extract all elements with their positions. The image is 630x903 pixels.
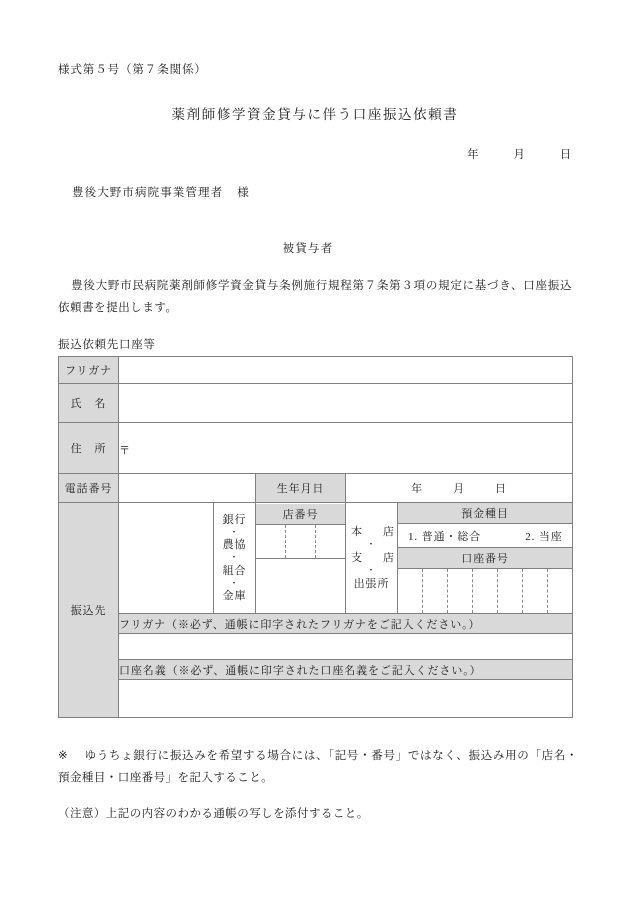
table-caption: 振込依頼先口座等 — [58, 339, 156, 351]
deposit-account-subtable — [398, 503, 572, 613]
addressee-name: 豊後大野市病院事業管理者 — [72, 187, 224, 199]
branch-type-selector[interactable] — [346, 503, 398, 614]
branch-type-head-office: 本 店 — [351, 526, 399, 539]
table-row-name — [59, 384, 573, 423]
header-deposit-type: 預金種目 — [398, 503, 572, 524]
input-account-name[interactable] — [119, 680, 573, 718]
deposit-account-block — [398, 503, 573, 614]
branch-number-subtable — [256, 504, 345, 613]
account-number-header-row — [398, 548, 572, 569]
page-title: 薬剤師修学資金貸与に伴う口座振込依頼書 — [171, 107, 459, 122]
issue-date-line — [467, 146, 572, 162]
input-furigana[interactable] — [119, 357, 573, 384]
bank-account-table — [58, 356, 573, 718]
account-number-digit-boxes — [398, 569, 572, 613]
branch-number-block — [256, 503, 346, 614]
input-branch-number[interactable] — [256, 524, 345, 558]
bank-type-separator-2: ・ — [229, 552, 240, 563]
table-row-account-furigana-note — [59, 614, 573, 634]
addressee-line — [72, 184, 250, 200]
label-phone: 電話番号 — [59, 474, 119, 503]
label-account-furigana-note: フリガナ（※必ず、通帳に印字されたフリガナをご記入ください。） — [119, 614, 573, 634]
label-birthdate: 生年月日 — [256, 474, 346, 503]
branch-name-row — [256, 558, 345, 613]
bank-type-selector[interactable] — [214, 503, 256, 614]
bank-type-separator-1: ・ — [229, 526, 240, 537]
label-address: 住 所 — [59, 423, 119, 474]
footer-note-1 — [58, 745, 578, 790]
birth-month-label: 月 — [453, 483, 465, 495]
deposit-type-option-row — [398, 524, 572, 548]
account-number-digit-7[interactable] — [548, 569, 572, 613]
postal-code-mark: 〒 — [119, 445, 131, 457]
account-number-digit-4[interactable] — [473, 569, 498, 613]
bank-type-union: 組合 — [222, 564, 247, 577]
table-row-phone-birth — [59, 474, 573, 503]
bank-type-separator-3: ・ — [229, 577, 240, 588]
input-phone[interactable] — [119, 474, 256, 503]
branch-type-separator-2: ・ — [366, 565, 377, 576]
deposit-type-header-row — [398, 503, 572, 524]
label-account-name-note: 口座名義（※必ず、通帳に印字された口座名義をご記入ください。） — [119, 660, 573, 680]
label-furigana: フリガナ — [59, 357, 119, 384]
table-row-transfer-destination — [59, 503, 573, 614]
deposit-type-option-1[interactable]: 1. 普通・総合 — [408, 530, 482, 543]
branch-type-separator-1: ・ — [366, 539, 377, 550]
account-number-input-row — [398, 569, 572, 614]
table-row-furigana — [59, 357, 573, 384]
branch-type-sub-office: 出張所 — [353, 577, 390, 590]
branch-number-header-row — [256, 504, 345, 525]
account-number-digit-5[interactable] — [498, 569, 523, 613]
body-paragraph-text: 豊後大野市民病院薬剤師修学資金貸与条例施行規程第７条第３項の規定に基づき、口座振込依頼書を提出します。 — [58, 280, 572, 315]
branch-number-digit-2[interactable] — [286, 525, 316, 558]
account-number-digit-1[interactable] — [398, 569, 423, 613]
branch-type-branch-office: 支 店 — [351, 551, 399, 564]
input-name[interactable] — [119, 384, 573, 423]
header-account-number: 口座番号 — [398, 548, 572, 569]
branch-number-digit-boxes — [256, 525, 345, 558]
birth-day-label: 日 — [494, 483, 507, 495]
borrower-label: 被貸与者 — [282, 243, 334, 255]
label-name: 氏 名 — [59, 384, 119, 423]
input-address[interactable] — [119, 423, 573, 474]
form-number: 様式第５号（第７条関係） — [58, 64, 207, 76]
header-branch-number: 店番号 — [256, 504, 345, 525]
bank-type-bank: 銀行 — [222, 513, 247, 526]
input-account-furigana[interactable] — [119, 634, 573, 660]
footer-note-1-text: ゆうちょ銀行に振込みを希望する場合には、「記号・番号」ではなく、振込み用の「店名・預金種目・口座番号」を記入すること。 — [58, 750, 578, 785]
date-year-label: 年 — [467, 149, 480, 161]
deposit-type-option-2[interactable]: 2. 当座 — [525, 530, 563, 543]
account-number-digit-6[interactable] — [523, 569, 548, 613]
table-row-account-name-input — [59, 680, 573, 718]
footer-note-mark: ※ — [58, 750, 69, 762]
table-row-account-name-note — [59, 660, 573, 680]
account-number-digit-3[interactable] — [448, 569, 473, 613]
body-paragraph — [58, 275, 572, 320]
label-transfer-destination: 振込先 — [59, 503, 119, 718]
date-day-label: 日 — [559, 149, 572, 161]
bank-type-agri: 農協 — [222, 539, 247, 552]
footer-note-2-text: （注意）上記の内容のわかる通帳の写しを添付すること。 — [58, 808, 369, 820]
birth-year-label: 年 — [411, 483, 424, 495]
account-number-digit-2[interactable] — [423, 569, 448, 613]
bank-type-shinkin: 金庫 — [222, 590, 247, 603]
input-bank-name[interactable] — [119, 503, 214, 614]
deposit-type-options[interactable] — [398, 524, 572, 548]
footer-note-2 — [58, 803, 578, 825]
date-month-label: 月 — [513, 149, 526, 161]
branch-number-digit-3[interactable] — [316, 525, 345, 558]
input-birthdate[interactable] — [346, 474, 573, 503]
branch-number-digit-1[interactable] — [256, 525, 286, 558]
table-row-account-furigana-input — [59, 634, 573, 660]
input-account-number[interactable] — [398, 569, 572, 614]
table-row-address — [59, 423, 573, 474]
branch-number-input-row — [256, 524, 345, 558]
input-branch-name[interactable] — [256, 558, 345, 613]
addressee-honorific: 様 — [237, 187, 250, 199]
